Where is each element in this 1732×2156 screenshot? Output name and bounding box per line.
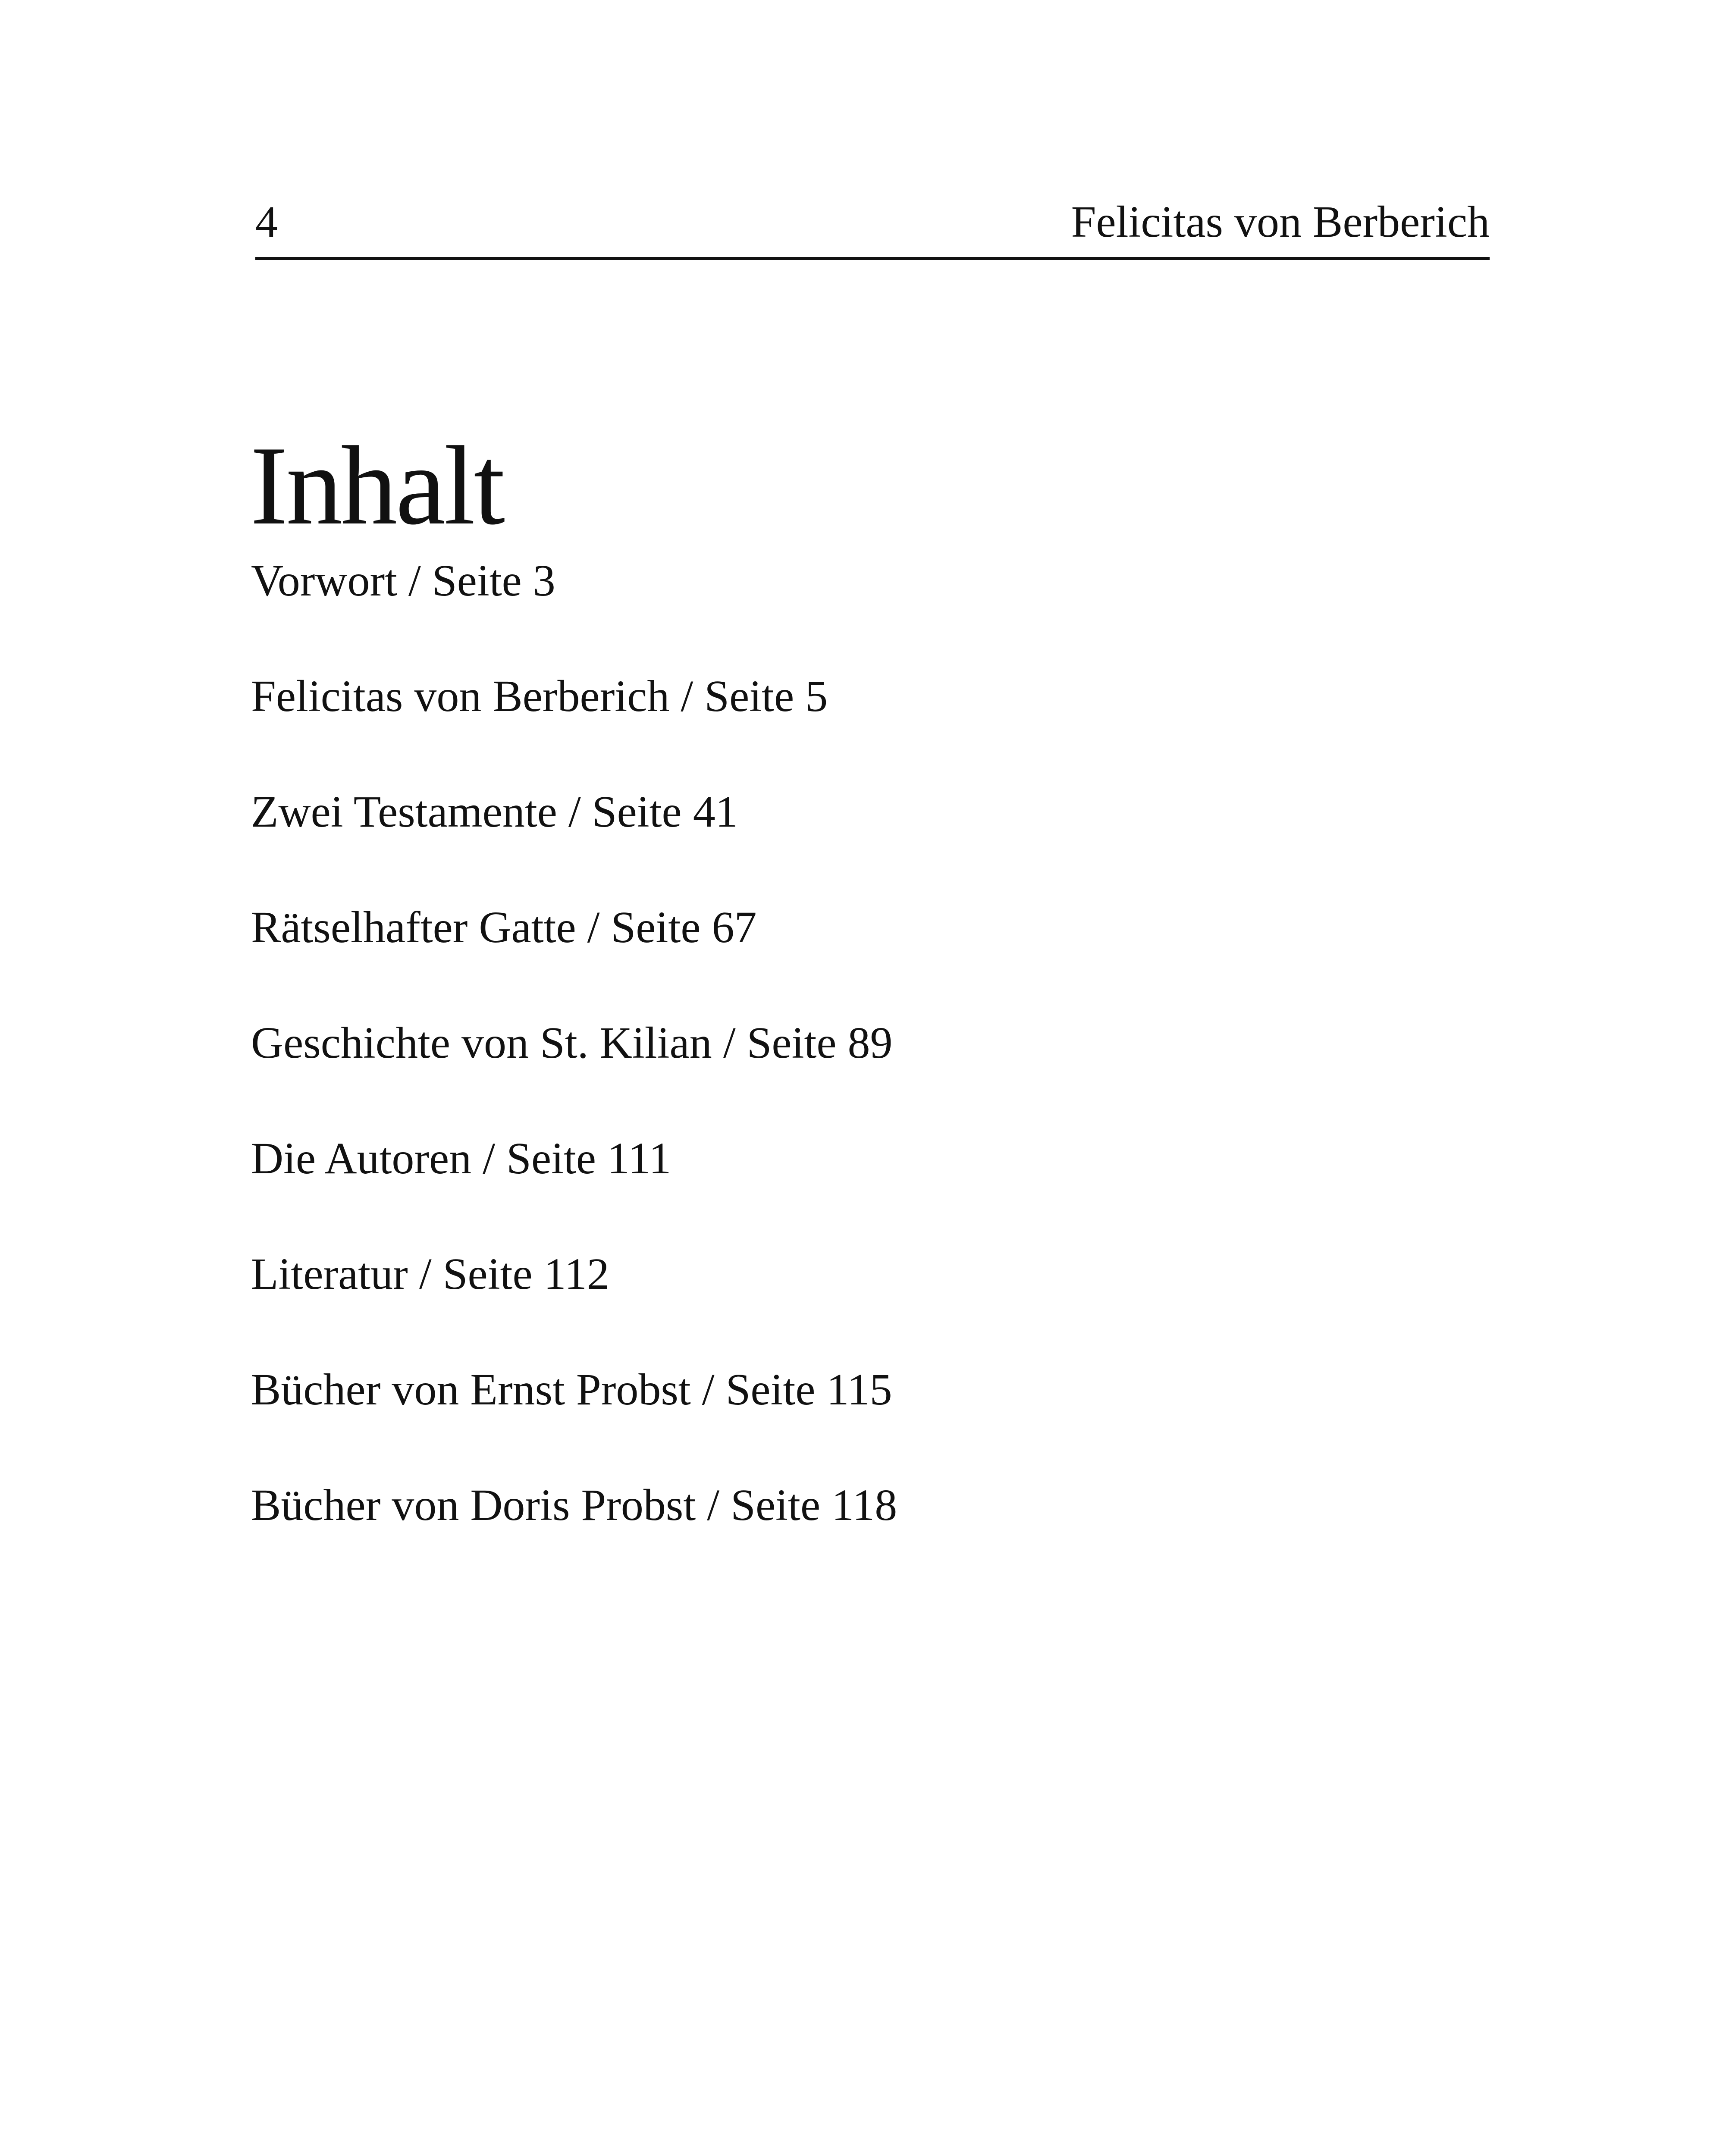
toc-entry: Bücher von Ernst Probst / Seite 115 [251,1365,892,1414]
toc-entry: Literatur / Seite 112 [251,1249,609,1299]
toc-entry: Zwei Testamente / Seite 41 [251,787,738,837]
header-rule [255,257,1490,260]
toc-entry: Rätselhafter Gatte / Seite 67 [251,903,757,952]
running-header [255,190,1490,254]
toc-entry: Die Autoren / Seite 111 [251,1134,671,1183]
table-of-contents [251,553,897,1593]
toc-entry: Felicitas von Berberich / Seite 5 [251,671,828,721]
toc-entry: Geschichte von St. Kilian / Seite 89 [251,1018,893,1068]
toc-entry: Vorwort / Seite 3 [251,556,555,605]
running-title: Felicitas von Berberich [1071,197,1490,247]
toc-entry: Bücher von Doris Probst / Seite 118 [251,1480,897,1530]
page-title: Inhalt [250,423,504,548]
page-number: 4 [255,197,278,247]
